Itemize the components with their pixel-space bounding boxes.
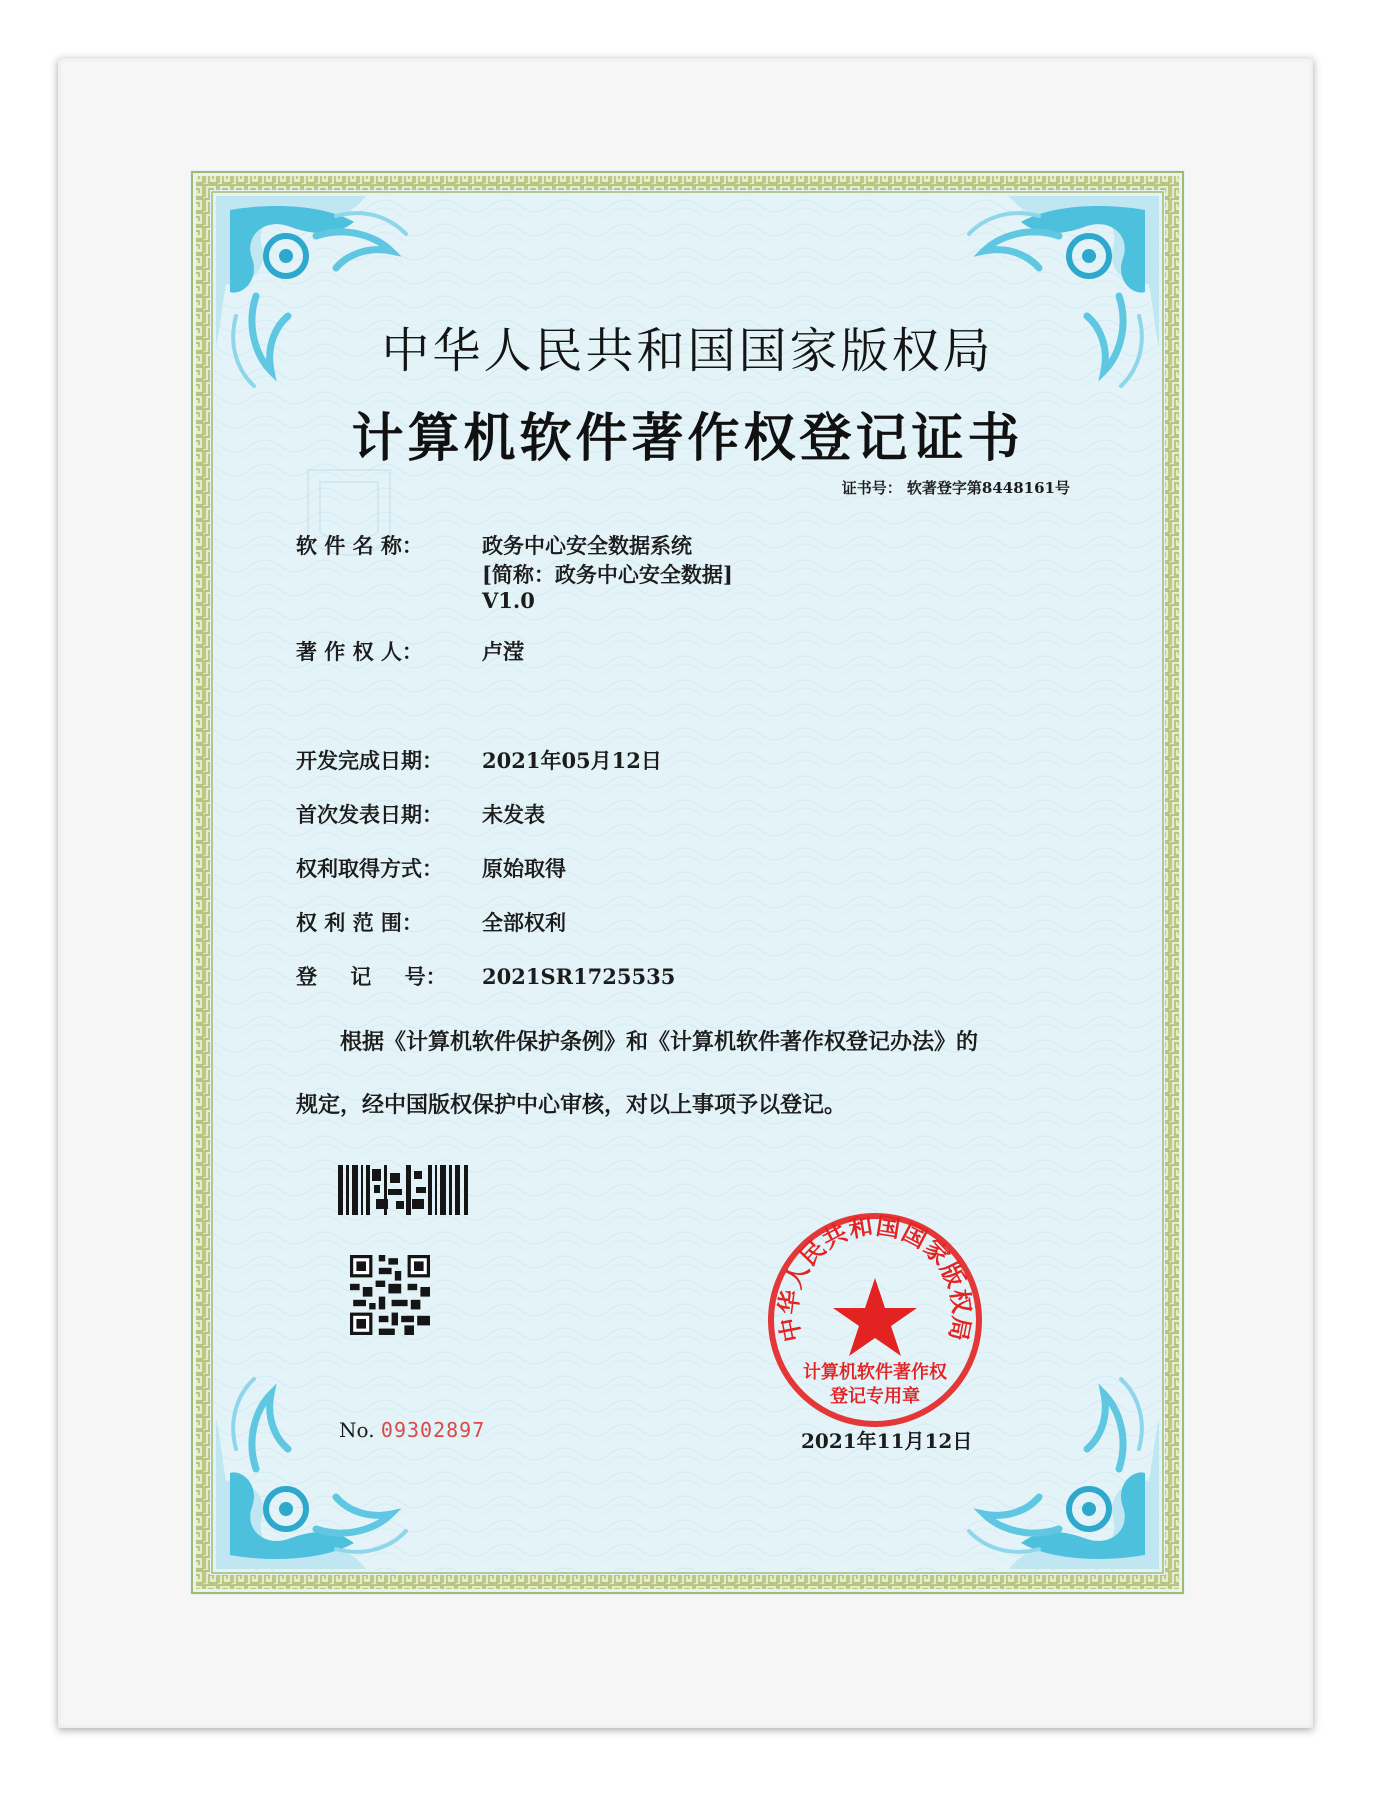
seal-inner-line-2: 登记专用章 xyxy=(830,1386,920,1407)
seal-inner-line-1: 计算机软件著作权 xyxy=(803,1362,947,1383)
serial-value: 09302897 xyxy=(380,1418,486,1442)
field-value: 2021年05月12日 xyxy=(482,748,662,773)
software-version: V1.0 xyxy=(482,588,535,613)
field-label: 开发完成日期： xyxy=(296,748,443,773)
official-seal xyxy=(765,1210,985,1430)
certificate xyxy=(190,170,1185,1595)
issue-date: 2021年11月12日 xyxy=(801,1429,973,1453)
barcode xyxy=(338,1165,472,1225)
field-value: 原始取得 xyxy=(482,856,566,881)
field-value: 卢滢 xyxy=(482,639,524,664)
serial-number xyxy=(339,1418,485,1442)
field-label: 权利取得方式： xyxy=(296,856,443,881)
field-label: 著 作 权 人： xyxy=(296,639,423,664)
field-first-publish-date xyxy=(296,799,545,829)
field-dev-completion-date xyxy=(296,745,662,775)
qr-code xyxy=(350,1255,430,1335)
field-value: 政务中心安全数据系统 xyxy=(482,533,692,558)
field-label: 登 记 号： xyxy=(296,964,447,989)
serial-prefix: No. xyxy=(339,1418,375,1442)
field-value: 全部权利 xyxy=(482,910,566,935)
statement-line-2: 规定，经中国版权保护中心审核，对以上事项予以登记。 xyxy=(296,1092,847,1118)
software-short-name: [简称：政务中心安全数据] xyxy=(482,562,733,587)
statement-line-1: 根据《计算机软件保护条例》和《计算机软件著作权登记办法》的 xyxy=(340,1029,979,1055)
field-label: 权 利 范 围： xyxy=(296,910,423,935)
certificate-title: 计算机软件著作权登记证书 xyxy=(351,408,1024,469)
certificate-number: 证书号： 软著登字第8448161号 xyxy=(841,479,1070,497)
field-value: 2021SR1725535 xyxy=(482,964,676,989)
field-rights-scope xyxy=(296,907,566,937)
field-registration-number xyxy=(296,961,675,991)
field-label: 软 件 名 称： xyxy=(296,533,423,558)
field-copyright-owner xyxy=(296,636,524,666)
field-software-name xyxy=(296,530,692,560)
star-icon xyxy=(833,1278,917,1356)
issuer-title: 中华人民共和国国家版权局 xyxy=(381,323,994,379)
field-label: 首次发表日期： xyxy=(296,802,443,827)
seal-outer-text: 中华人民共和国国家版权局 xyxy=(774,1211,976,1345)
field-acquisition-method xyxy=(296,853,566,883)
field-value: 未发表 xyxy=(482,802,545,827)
